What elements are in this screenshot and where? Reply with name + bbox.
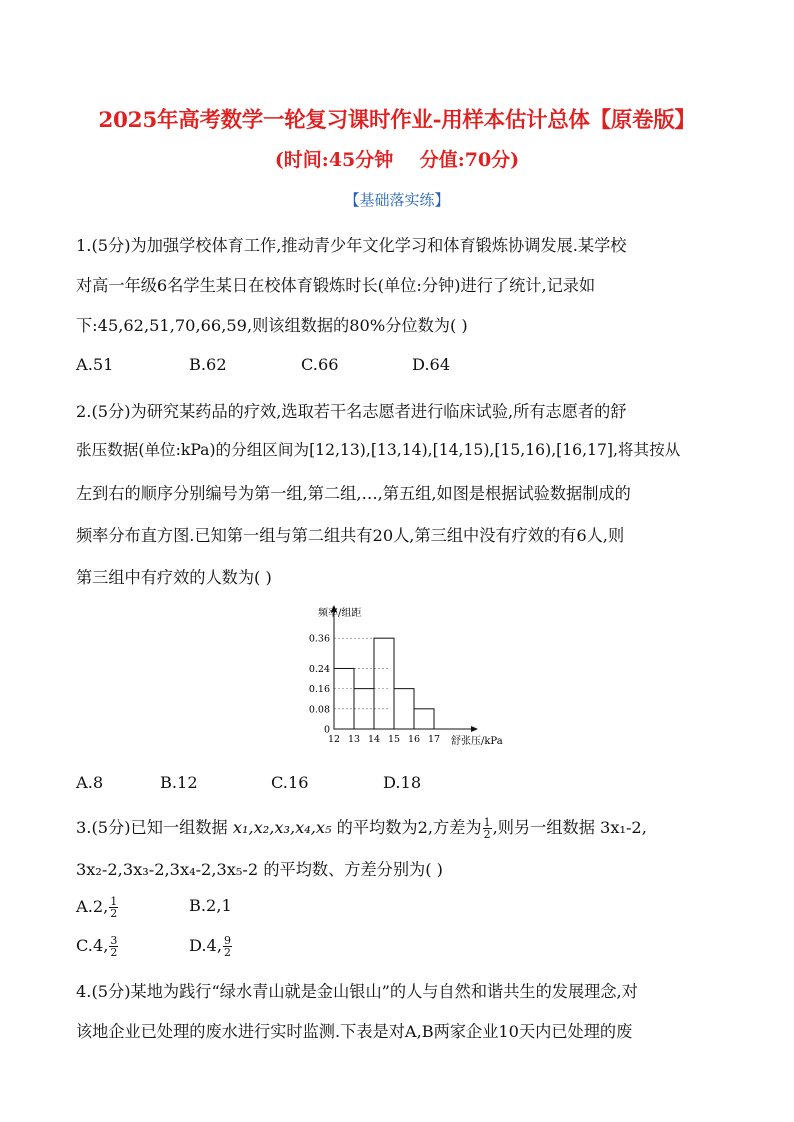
y-tick-label: 0.36 bbox=[308, 633, 330, 645]
q3-option-d-fraction bbox=[223, 935, 232, 958]
x-tick-label: 15 bbox=[387, 734, 401, 745]
q3-variance-fraction bbox=[483, 817, 492, 840]
q4-line-2: 该地企业已处理的废水进行实时监测.下表是对A,B两家企业10天内已处理的废 bbox=[76, 1022, 633, 1041]
q3-option-b: B.2,1 bbox=[189, 896, 232, 915]
histogram-bar bbox=[414, 709, 434, 729]
histogram-bar bbox=[394, 689, 414, 729]
x-tick-label: 13 bbox=[347, 734, 361, 745]
q1-option-a: A.51 bbox=[76, 355, 114, 374]
q3-variables: x₁,x₂,x₃,x₄,x₅ bbox=[232, 818, 332, 837]
q2-line-4: 频率分布直方图.已知第一组与第二组共有20人,第三组中没有疗效的有6人,则 bbox=[76, 526, 625, 545]
q3-option-d-text: D.4, bbox=[189, 936, 222, 955]
frequency-histogram bbox=[284, 604, 514, 752]
q3-option-a-den: 2 bbox=[110, 907, 118, 920]
histogram-bar bbox=[334, 668, 354, 729]
y-axis-label: 频率/组距 bbox=[318, 608, 362, 619]
q2-option-d: D.18 bbox=[383, 773, 422, 792]
q3-fraction-denominator: 2 bbox=[483, 828, 491, 841]
q3-option-a bbox=[76, 896, 119, 919]
q1-option-b: B.62 bbox=[189, 355, 227, 374]
q3-option-c-num: 3 bbox=[110, 934, 118, 947]
histogram-bar bbox=[374, 638, 394, 729]
x-axis-label: 舒张压/kPa bbox=[451, 736, 503, 747]
document-subtitle: (时间:45分钟 分值:70分) bbox=[274, 149, 520, 171]
q1-option-c: C.66 bbox=[301, 355, 339, 374]
q3-option-c-den: 2 bbox=[110, 946, 118, 959]
q2-line-3: 左到右的顺序分别编号为第一组,第二组,…,第五组,如图是根据试验数据制成的 bbox=[76, 484, 631, 503]
q2-line-2: 张压数据(单位:kPa)的分组区间为[12,13),[13,14),[14,15),[15,16),[16,17],将其按从 bbox=[76, 441, 681, 459]
x-tick-labels bbox=[328, 734, 440, 745]
q3-option-c bbox=[76, 935, 119, 958]
histogram-bars bbox=[334, 638, 434, 729]
q3-line-1-end: ,则另一组数据 3x₁-2, bbox=[492, 818, 647, 837]
x-axis-arrow bbox=[471, 726, 478, 732]
x-tick-label: 16 bbox=[407, 734, 421, 745]
q3-line-1-start: 3.(5分)已知一组数据 bbox=[76, 818, 233, 837]
q1-line-2: 对高一年级6名学生某日在校体育锻炼时长(单位:分钟)进行了统计,记录如 bbox=[76, 276, 596, 295]
q3-line-2: 3x₂-2,3x₃-2,3x₄-2,3x₅-2 的平均数、方差分别为( ) bbox=[76, 860, 443, 879]
q3-line-1-mid: 的平均数为2,方差为 bbox=[331, 818, 482, 837]
document-title: 2025年高考数学一轮复习课时作业-用样本估计总体【原卷版】 bbox=[98, 108, 696, 133]
q1-option-d: D.64 bbox=[412, 355, 451, 374]
q3-line-1 bbox=[76, 814, 647, 840]
y-tick-label: 0 bbox=[323, 724, 330, 736]
q3-option-a-text: A.2, bbox=[76, 897, 109, 916]
q2-line-1: 2.(5分)为研究某药品的疗效,选取若干名志愿者进行临床试验,所有志愿者的舒 bbox=[76, 402, 627, 421]
q2-option-b: B.12 bbox=[160, 773, 198, 792]
y-tick-label: 0.24 bbox=[308, 663, 330, 675]
q4-line-1: 4.(5分)某地为践行“绿水青山就是金山银山”的人与自然和谐共生的发展理念,对 bbox=[76, 982, 638, 1001]
q3-option-d bbox=[189, 935, 233, 958]
y-tick-labels bbox=[309, 634, 330, 736]
q1-line-3: 下:45,62,51,70,66,59,则该组数据的80%分位数为( ) bbox=[76, 316, 468, 335]
q3-option-a-num: 1 bbox=[110, 895, 118, 908]
q3-fraction-numerator: 1 bbox=[483, 816, 491, 829]
q2-option-c: C.16 bbox=[271, 773, 309, 792]
q3-option-a-fraction bbox=[109, 896, 118, 919]
section-heading: 【基础落实练】 bbox=[344, 191, 450, 209]
x-tick-label: 17 bbox=[427, 734, 441, 745]
q3-option-d-num: 9 bbox=[224, 934, 231, 947]
q1-line-1: 1.(5分)为加强学校体育工作,推动青少年文化学习和体育锻炼协调发展.某学校 bbox=[76, 236, 627, 255]
x-tick-label: 14 bbox=[367, 734, 381, 745]
q2-option-a: A.8 bbox=[76, 773, 104, 792]
q3-option-c-text: C.4, bbox=[76, 936, 109, 955]
q3-option-c-fraction bbox=[109, 935, 118, 958]
y-tick-label: 0.16 bbox=[308, 684, 330, 696]
q2-line-5: 第三组中有疗效的人数为( ) bbox=[76, 568, 272, 587]
x-tick-label: 12 bbox=[327, 734, 341, 745]
q3-option-d-den: 2 bbox=[224, 946, 231, 959]
y-tick-label: 0.08 bbox=[308, 704, 330, 716]
